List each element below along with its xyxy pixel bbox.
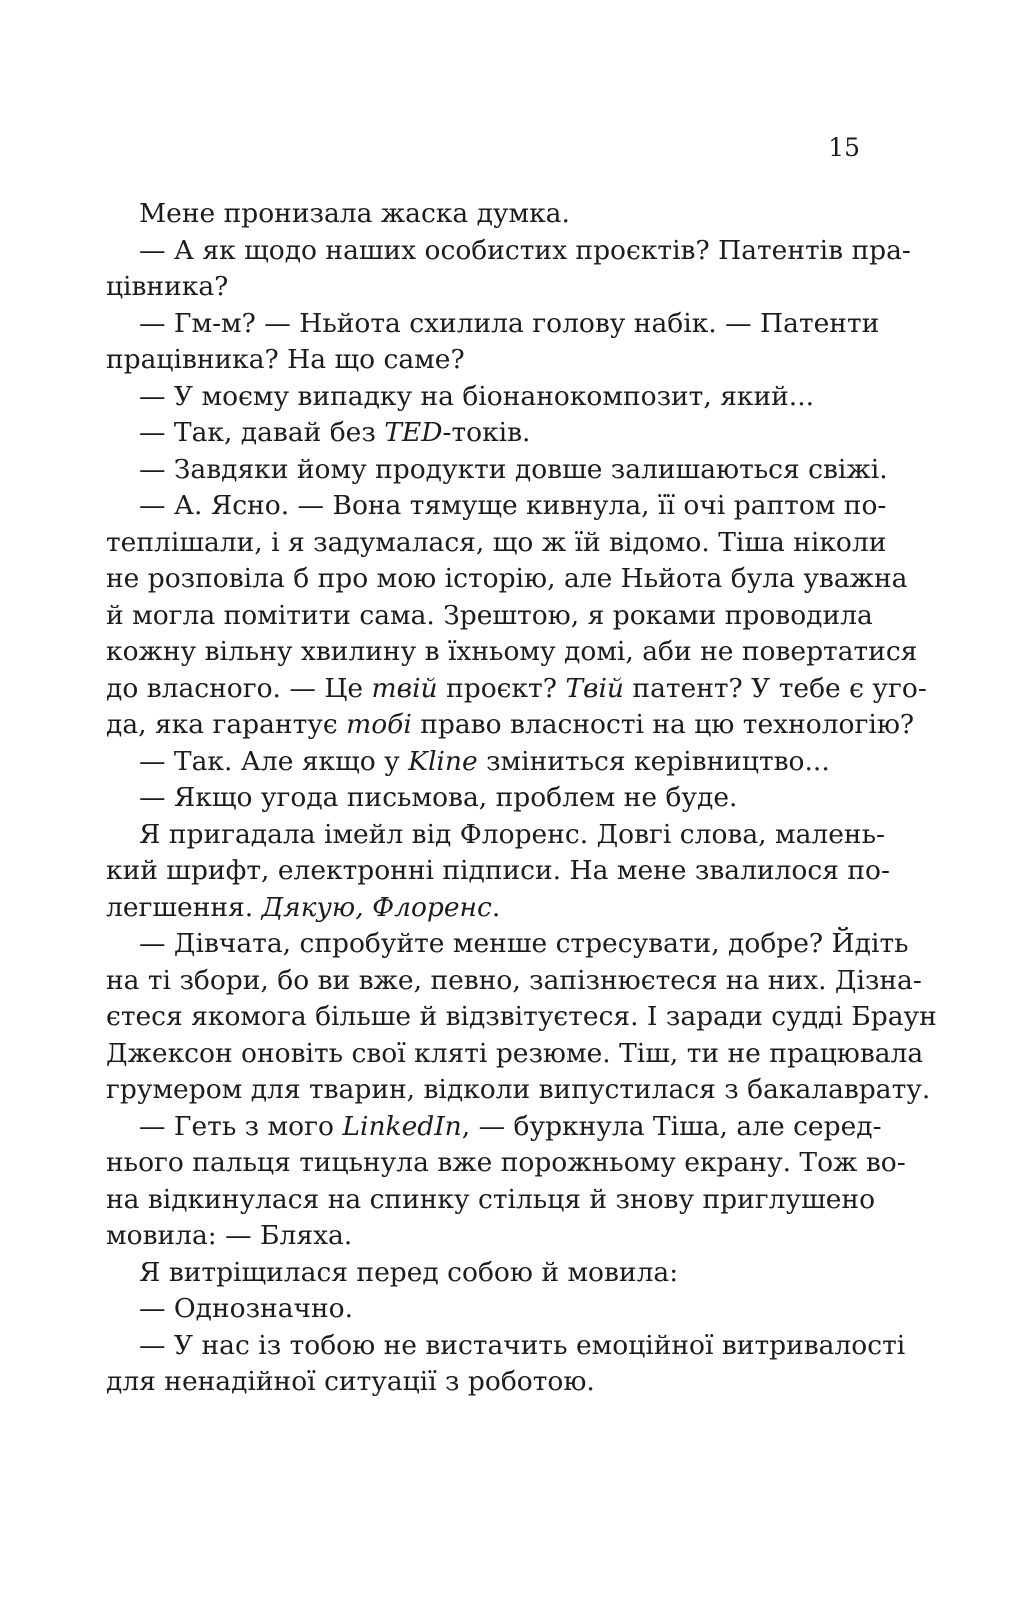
text-line: — У моєму випадку на біонанокомпозит, який... [139,380,815,412]
italic-text: Твій [565,672,624,704]
page-number: 15 [828,133,860,162]
text-line: — Однозначно. [139,1293,354,1324]
text-line: цівника? [106,271,229,302]
body-text [106,196,937,1401]
italic-text: Kline [408,745,478,777]
text-segment: . [491,891,501,923]
text-line: Я пригадала імейл від Флоренс. Довгі слова, малень- [139,818,885,850]
text-segment: патент? У тебе є уго- [624,672,927,704]
text-line: єтеся якомога більше й відзвітуєтеся. І заради судді Браун [106,1001,937,1032]
text-line: нього пальця тицьнула вже порожньому екрану. Тож во- [106,1147,906,1178]
text-line: — Завдяки йому продукти довше залишаються свіжі. [139,453,888,485]
text-line: Мене пронизала жаска думка. [139,198,570,229]
text-segment: -токів. [442,417,531,448]
text-line: — Гм-м? — Ньйота схилила голову набік. — Патенти [139,307,880,339]
text-segment: до власного. — Це [106,672,372,704]
text-line: — А. Ясно. — Вона тямуще кивнула, її очі раптом по- [139,490,887,521]
text-line: — Дівчата, спробуйте менше стресувати, добре? Йдіть [139,928,909,959]
text-line: для ненадійної ситуації з роботою. [106,1366,595,1397]
text-line: на ті збори, бо ви вже, певно, запізнюєтеся на них. Дізна- [106,964,922,996]
text-line: на відкинулася на спинку стільця й знову приглушено [106,1183,876,1215]
text-line: не розповіла б про мою історію, але Ньйота була уважна [106,563,908,594]
text-line: — Якщо угода письмова, проблем не буде. [139,782,738,813]
text-line: Джексон оновіть свої кляті резюме. Тіш, ти не працювала [106,1037,924,1069]
text-segment: легшення. [106,891,262,923]
italic-text: Дякую, Флоренс [261,891,492,923]
text-line: кожну вільну хвилину в їхньому домі, аби не повертатися [106,636,918,667]
italic-text: тобі [346,709,412,740]
italic-text: TED [384,417,443,448]
text-line: працівника? На що саме? [106,344,465,375]
text-line [106,671,927,708]
text-line: грумером для тварин, відколи випустилася з бакалаврату. [106,1074,931,1105]
text-line: теплішали, і я задумалася, що ж їй відомо. Тіша ніколи [106,526,887,558]
text-line: — У нас із тобою не вистачить емоційної витривалості [139,1329,906,1361]
text-line: Я витріщилася перед собою й мовила: [139,1256,679,1288]
text-segment: да, яка гарантує [106,709,347,740]
text-segment: право власності на цю технологію? [411,709,915,740]
italic-text: твій [371,672,438,704]
text-segment: — Так, давай без [139,417,385,448]
text-segment: зміниться керівництво... [477,745,830,777]
text-line: кий шрифт, електронні підписи. На мене звалилося по- [106,855,890,886]
text-line: — А як щодо наших особистих проєктів? Патентів пра- [139,234,911,266]
text-line [106,890,860,927]
text-line: мовила: — Бляха. [106,1220,353,1251]
text-segment: , — буркнула Тіша, але серед- [461,1110,882,1142]
text-segment: проєкт? [437,672,566,704]
text-line [106,744,860,781]
text-line [106,1109,882,1146]
italic-text: LinkedIn [342,1110,462,1142]
text-line [106,707,915,744]
text-segment: — Так. Але якщо у [139,745,409,777]
text-segment: — Геть з мого [139,1110,343,1142]
text-line: й могла помітити сама. Зрештою, я роками проводила [106,599,873,631]
text-line [106,415,860,452]
